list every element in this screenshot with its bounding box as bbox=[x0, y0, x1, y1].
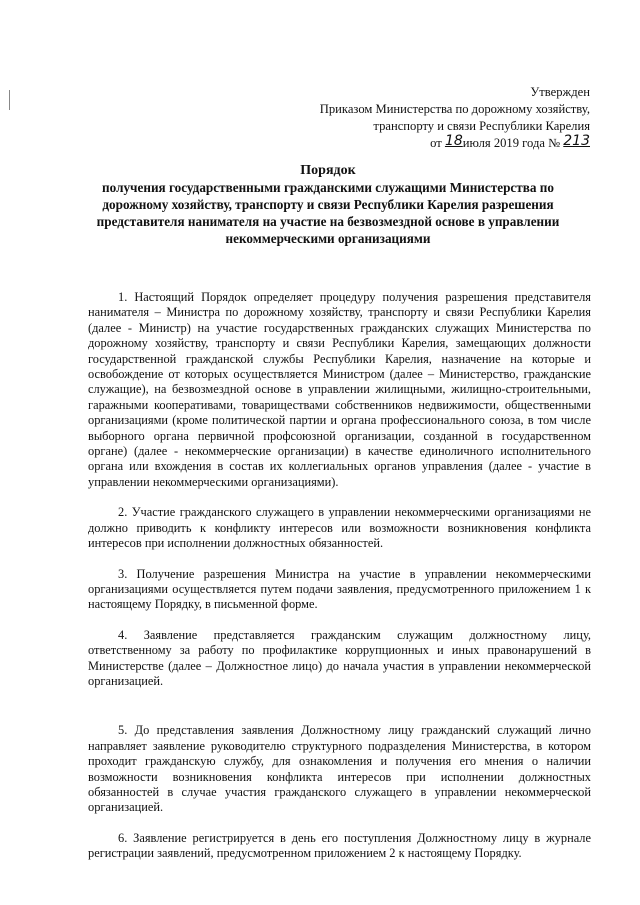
paragraph-6: 6. Заявление регистрируется в день его поступления Должностному лицу в журнале регистрации заявлений, предусмотренном приложением 2 к настоящему Порядку. bbox=[88, 830, 591, 861]
approval-line-1: Утвержден bbox=[530, 85, 590, 99]
paragraph-5: 5. До представления заявления Должностному лицу гражданский служащий лично направляет заявление руководителю структурного подразделения Министерства, в котором проходит гражданскую службу, для ознакомления и получения его мнения о наличии возможности возникновения конфликта интересов при исполнении должностных обязанностей в случае участия гражданского служащего в управлении некоммерческой организацией. bbox=[88, 723, 591, 815]
handwritten-day: 18 bbox=[444, 133, 463, 149]
paragraph-1: 1. Настоящий Порядок определяет процедуру получения разрешения представителя нанимателя – Министра по дорожному хозяйству, транспорту и связи Республики Карелия (далее - Министр) на участие государственных гражданских служащих Министерства по дорожному хозяйству, транспорту и связи Республики Карелия, замещающих должности государственной гражданской службы Республики Карелия, назначение на которые и освобождение от которых осуществляется Министром (далее – Министерство, гражданские служащие), на безвозмездной основе в управлении жилищными, жилищно-строительными, гаражными кооперативами, товариществами собственников недвижимости, общественными организациями (кроме политической партии и органа профессионального союза, в том числе выборного органа первичной профсоюзной организации, созданной в государственном органе) (далее - некоммерческие организации) в качестве единоличного исполнительного органа или вхождения в состав их коллегиальных органов управления (далее - участие в управлении некоммерческими организациями). bbox=[88, 290, 591, 489]
document-subtitle: получения государственными гражданскими служащими Министерства по дорожному хозяйству, транспорту и связи Республики Карелия разрешения представителя нанимателя на участие на безвозмездной основе в управлении некоммерческими организациями bbox=[96, 180, 560, 246]
handwritten-order-number: 213 bbox=[563, 133, 590, 149]
document-heading bbox=[68, 162, 588, 247]
paragraph-2: 2. Участие гражданского служащего в управлении некоммерческими организациями не должно приводить к конфликту интересов или возможности возникновения конфликта интересов при исполнении должностных обязанностей. bbox=[88, 505, 591, 551]
approval-line-3: транспорту и связи Республики Карелия bbox=[373, 119, 590, 133]
scan-mark bbox=[9, 90, 10, 110]
date-prefix: от bbox=[430, 136, 442, 150]
approval-line-2: Приказом Министерства по дорожному хозяйству, bbox=[319, 102, 590, 116]
paragraph-3: 3. Получение разрешения Министра на участие в управлении некоммерческими организациями осуществляется путем подачи заявления, предусмотренного приложением 1 к настоящему Порядку, в письменной форме. bbox=[88, 566, 591, 612]
approval-date-line bbox=[260, 135, 590, 152]
approval-stamp bbox=[260, 84, 590, 152]
paragraph-4: 4. Заявление представляется гражданским служащим должностному лицу, ответственному за работу по профилактике коррупционных и иных правонарушений в Министерстве (далее – Должностное лицо) до начала участия в управлении некоммерческой организацией. bbox=[88, 627, 591, 688]
document-body bbox=[88, 290, 591, 877]
document-title: Порядок bbox=[300, 163, 356, 178]
date-rest: июля 2019 года № bbox=[462, 136, 561, 150]
